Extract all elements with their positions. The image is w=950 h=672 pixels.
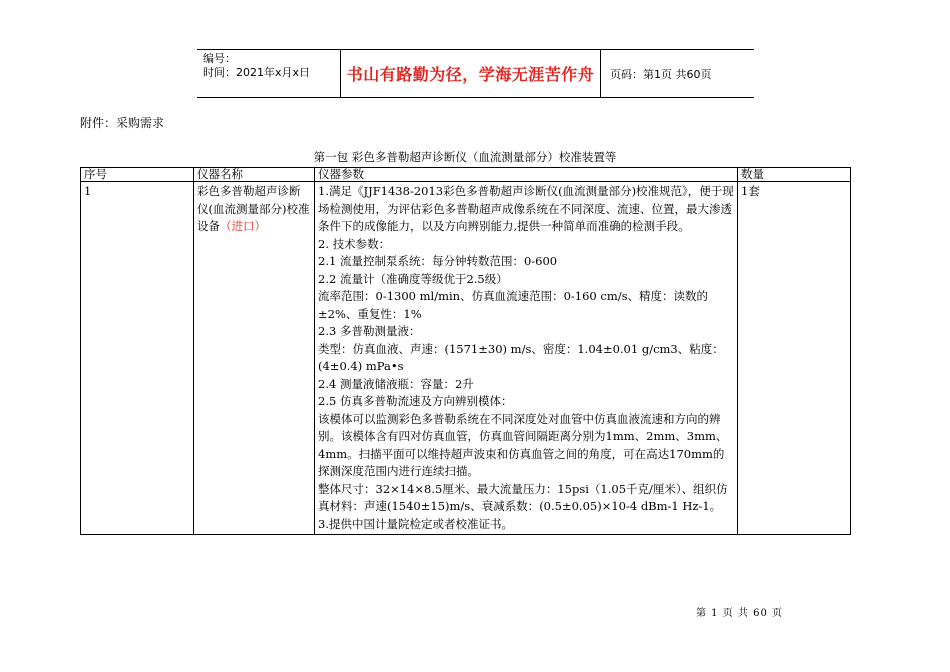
row-index: 1 [81,182,194,535]
row-params [315,182,738,535]
procurement-table [80,167,851,535]
param-line: 2.2 流量计（准确度等级优于2.5级） [318,271,508,286]
param-line: 3.提供中国计量院检定或者校准证书。 [318,516,513,531]
attachment-title: 附件：采购需求 [80,116,165,130]
header-cell-name: 仪器名称 [194,168,315,182]
header-cell-index: 序号 [81,168,194,182]
number-label: 编号： [203,52,236,65]
page-header [197,49,754,98]
header-page-label: 页码：第1页 共60页 [610,67,712,81]
table-header-row [81,168,851,182]
param-line: 1.满足《JJF1438-2013彩色多普勒超声诊断仪(血流测量部分)校准规范》，便于现场检测使用，为评估彩色多普勒超声成像系统在不同深度、流速、位置，最大渗透条件下的成像能力，以及方向辨别能力,提供一种简单而准确的检测手段。 [318,184,734,233]
param-line: 流率范围：0-1300 ml/min、仿真血流速范围：0-160 cm/s、精度：读数的±2%、重复性：1% [318,289,708,321]
param-line: 该模体可以监测彩色多普勒系统在不同深度处对血管中仿真血液流速和方向的辨别。该模体含有四对仿真血管，仿真血管间隔距离分别为1mm、2mm、3mm、4mm。扫描平面可以维持超声波束和仿真血管之间的角度，可在高达170mm的探测深度范围内进行连续扫描。 [318,411,728,478]
table-row [81,182,851,535]
instrument-name-text: 彩色多普勒超声诊断仪(血流测量部分)校准设备 [197,184,310,233]
param-line: 2.3 多普勒测量液： [318,324,421,338]
header-cell-quantity: 数量 [738,168,851,182]
header-meta [203,52,310,80]
row-instrument-name [194,182,315,535]
param-line: 2. 技术参数： [318,236,391,251]
row-quantity: 1套 [738,182,851,535]
page-footer: 第 1 页 共 60 页 [696,608,783,619]
param-line: 2.4 测量液储液瓶：容量：2升 [318,376,474,391]
header-motto: 书山有路勤为径，学海无涯苦作舟 [340,50,601,97]
time-label: 时间：2021年x月x日 [203,66,311,79]
header-cell-params: 仪器参数 [315,168,738,182]
param-line: 类型：仿真血液、声速：(1571±30) m/s、密度：1.04±0.01 g/cm3、粘度：(4±0.4) mPa•s [318,341,724,373]
table-caption: 第一包 彩色多普勒超声诊断仪（血流测量部分）校准装置等 [313,150,617,164]
param-line: 2.5 仿真多普勒流速及方向辨别模体： [318,394,513,408]
param-line: 2.1 流量控制泵系统：每分钟转数范围：0-600 [318,254,558,268]
import-tag: （进口） [220,219,266,233]
param-line: 整体尺寸：32×14×8.5厘米、最大流量压力：15psi（1.05千克/厘米）、组织仿真材料：声速(1540±15)m/s、衰减系数：(0.5±0.05)×10-4 dBm-1 Hz-1。 [318,481,728,513]
